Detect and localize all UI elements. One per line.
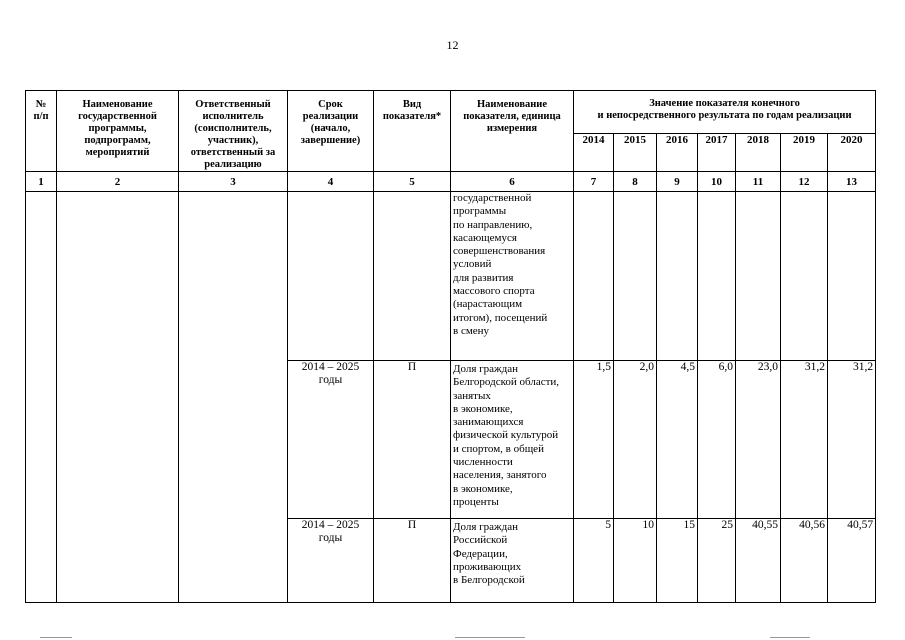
column-number: 7 xyxy=(574,172,614,192)
cell-indicator-description: Доля граждан Российской Федерации, проживающих в Белгородской xyxy=(451,519,574,603)
cell-value xyxy=(574,192,614,361)
cell-value xyxy=(614,192,657,361)
cell-value: 40,56 xyxy=(781,519,828,603)
header-indicator-type: Вид показателя* xyxy=(374,91,451,172)
header-program-name: Наименование государственной программы, подпрограмм, мероприятий xyxy=(57,91,179,172)
header-term: Срок реализации (начало, завершение) xyxy=(288,91,374,172)
cell-indicator-description: Доля граждан Белгородской области, занятых в экономике, занимающихся физической культурой и спортом, в общей численности населения, занятого в экономике, проценты xyxy=(451,361,574,519)
cell-term xyxy=(288,192,374,361)
cell-value: 15 xyxy=(657,519,698,603)
table-row xyxy=(26,192,876,361)
cell-indicator-type xyxy=(374,192,451,361)
cell-value: 4,5 xyxy=(657,361,698,519)
scan-artifact xyxy=(770,637,810,638)
scan-artifact xyxy=(40,637,72,638)
column-number: 10 xyxy=(698,172,736,192)
header-indicator-name: Наименование показателя, единица измерения xyxy=(451,91,574,172)
header-year: 2019 xyxy=(781,134,828,172)
cell-value: 10 xyxy=(614,519,657,603)
cell-value: 2,0 xyxy=(614,361,657,519)
header-values-group: Значение показателя конечного и непосредственного результата по годам реализации xyxy=(574,91,876,134)
column-number: 12 xyxy=(781,172,828,192)
cell-term: 2014 – 2025 годы xyxy=(288,519,374,603)
header-year: 2014 xyxy=(574,134,614,172)
column-number: 6 xyxy=(451,172,574,192)
header-executor: Ответственный исполнитель (соисполнитель, участник), ответственный за реализацию xyxy=(179,91,288,172)
cell-value: 31,2 xyxy=(781,361,828,519)
header-year: 2020 xyxy=(828,134,876,172)
cell-value: 40,55 xyxy=(736,519,781,603)
scan-artifact xyxy=(455,637,525,638)
page-number: 12 xyxy=(446,38,459,52)
cell-program-name xyxy=(57,192,179,603)
cell-indicator-type: П xyxy=(374,361,451,519)
cell-value xyxy=(828,192,876,361)
header-year: 2015 xyxy=(614,134,657,172)
cell-term: 2014 – 2025 годы xyxy=(288,361,374,519)
cell-value: 6,0 xyxy=(698,361,736,519)
header-num: № п/п xyxy=(26,91,57,172)
indicators-table xyxy=(25,90,876,603)
cell-value: 31,2 xyxy=(828,361,876,519)
cell-value: 5 xyxy=(574,519,614,603)
cell-num xyxy=(26,192,57,603)
column-numbers-row xyxy=(26,172,876,192)
column-number: 3 xyxy=(179,172,288,192)
cell-value: 23,0 xyxy=(736,361,781,519)
cell-value xyxy=(736,192,781,361)
column-number: 5 xyxy=(374,172,451,192)
column-number: 8 xyxy=(614,172,657,192)
cell-executor xyxy=(179,192,288,603)
cell-indicator-type: П xyxy=(374,519,451,603)
cell-indicator-description: государственной программы по направлению, касающемуся совершенствования условий для развития массового спорта (нарастающим итогом), посещений в смену xyxy=(451,192,574,361)
cell-value: 25 xyxy=(698,519,736,603)
column-number: 4 xyxy=(288,172,374,192)
header-year: 2016 xyxy=(657,134,698,172)
cell-value: 40,57 xyxy=(828,519,876,603)
column-number: 2 xyxy=(57,172,179,192)
column-number: 9 xyxy=(657,172,698,192)
cell-value xyxy=(657,192,698,361)
header-year: 2018 xyxy=(736,134,781,172)
header-year: 2017 xyxy=(698,134,736,172)
cell-value: 1,5 xyxy=(574,361,614,519)
cell-value xyxy=(781,192,828,361)
column-number: 1 xyxy=(26,172,57,192)
column-number: 11 xyxy=(736,172,781,192)
cell-value xyxy=(698,192,736,361)
column-number: 13 xyxy=(828,172,876,192)
